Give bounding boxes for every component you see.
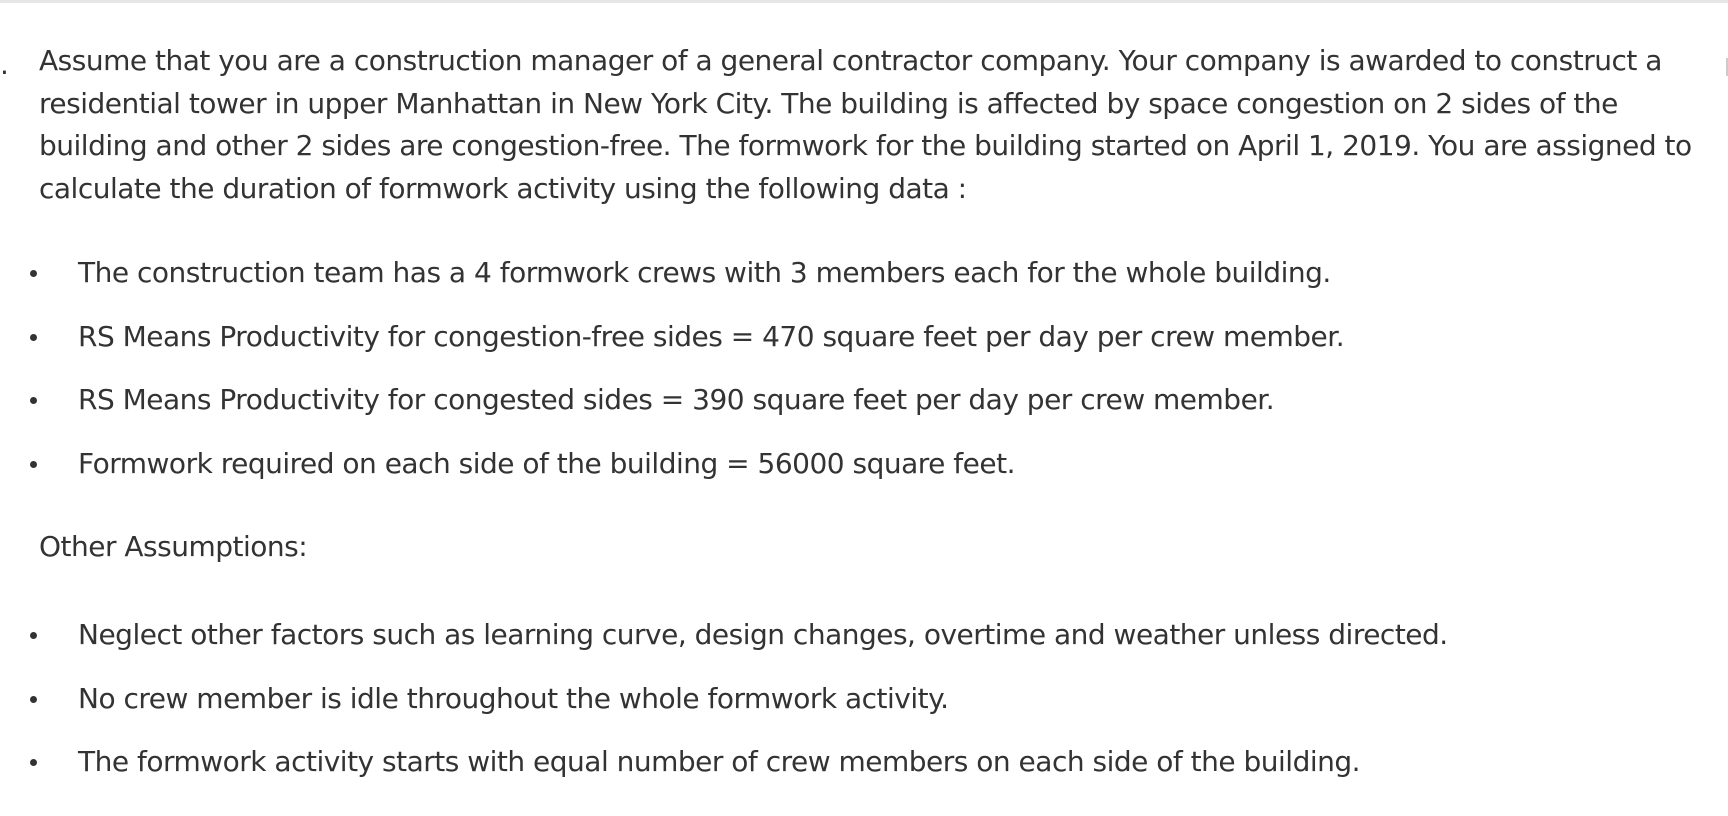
list-item-text: Formwork required on each side of the building = 56000 square feet. bbox=[78, 446, 1015, 480]
bullet-icon bbox=[30, 397, 37, 404]
bullet-icon bbox=[30, 759, 37, 766]
list-item-text: Neglect other factors such as learning curve, design changes, overtime and weather unless directed. bbox=[78, 618, 1448, 651]
bullet-icon bbox=[30, 696, 37, 703]
assumptions-heading: Other Assumptions: bbox=[39, 530, 308, 563]
list-item bbox=[0, 742, 1728, 806]
bullet-icon bbox=[30, 461, 37, 468]
question-text: Assume that you are a construction manager of a general contractor company. Your company is awarded to construct a residential tower in upper Manhattan in New York City. The building is affected by space congestion on 2 sides of the building and other 2 sides are congestion-free. The formwork for the building started on April 1, 2019. You are assigned to calculate the duration of formwork activity using the following data : bbox=[39, 44, 1692, 205]
list-item bbox=[0, 380, 1728, 444]
list-item-text: The formwork activity starts with equal number of crew members on each side of the building. bbox=[78, 745, 1361, 778]
list-item-text: No crew member is idle throughout the whole formwork activity. bbox=[78, 681, 949, 715]
question-number-marker: . bbox=[0, 48, 9, 81]
list-item-text: RS Means Productivity for congestion-free sides = 470 square feet per day per crew member. bbox=[78, 319, 1345, 353]
bullet-icon bbox=[30, 270, 37, 277]
list-item-text: RS Means Productivity for congested sides = 390 square feet per day per crew member. bbox=[78, 383, 1275, 416]
list-item bbox=[0, 317, 1728, 381]
list-item bbox=[0, 679, 1728, 743]
top-divider bbox=[0, 0, 1728, 3]
list-item-text: The construction team has a 4 formwork crews with 3 members each for the whole building. bbox=[78, 256, 1331, 289]
list-item bbox=[0, 253, 1728, 317]
bullet-icon bbox=[30, 632, 37, 639]
list-item bbox=[0, 444, 1728, 508]
bullet-icon bbox=[30, 334, 37, 341]
data-list bbox=[0, 253, 1728, 507]
list-item bbox=[0, 615, 1728, 679]
assumptions-list bbox=[0, 615, 1728, 806]
